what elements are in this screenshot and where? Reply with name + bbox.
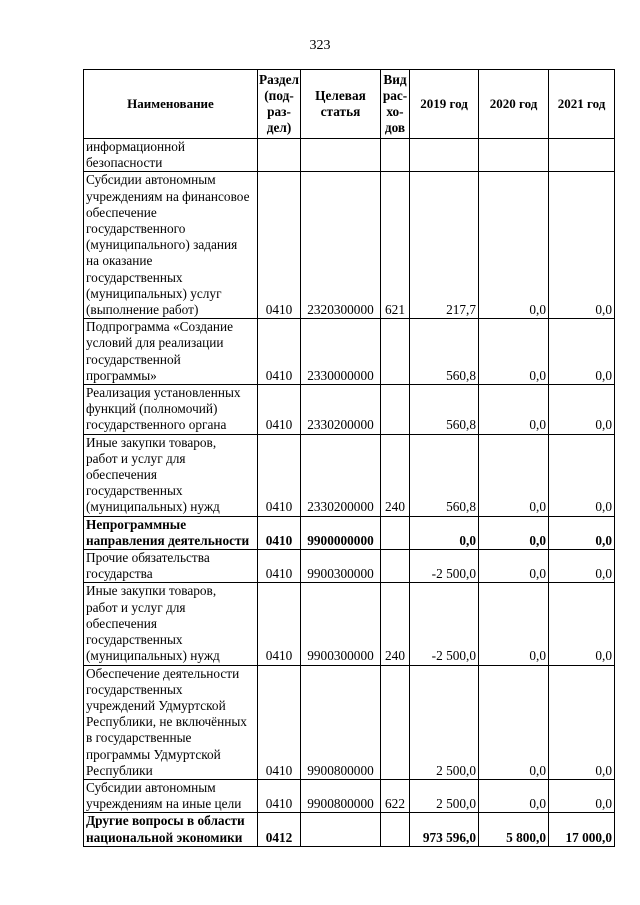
row-target-article: 9900000000 [301, 516, 381, 549]
row-expense-type: 622 [381, 779, 410, 812]
header-section-line: Раздел [259, 71, 299, 87]
row-name-line: программы» [86, 367, 157, 383]
table-row [84, 779, 615, 812]
row-expense-type [381, 319, 410, 385]
row-name [84, 319, 258, 385]
row-name [84, 665, 258, 779]
table-header-row [84, 70, 615, 139]
header-expense-type [381, 70, 410, 139]
row-value-2019: 0,0 [410, 516, 479, 549]
row-expense-type [381, 385, 410, 435]
row-name-line: программы Удмуртской [86, 746, 221, 762]
row-section: 0410 [258, 550, 301, 583]
row-name-line: Обеспечение деятельности [86, 665, 240, 681]
row-name-line: государственных [86, 483, 183, 499]
row-section: 0410 [258, 779, 301, 812]
page-number: 323 [309, 38, 331, 53]
row-name-line: учреждениям на финансовое [86, 188, 250, 204]
row-name-line: государственного органа [86, 417, 227, 433]
row-expense-type [381, 516, 410, 549]
row-value-2021 [549, 139, 615, 172]
table-row [84, 665, 615, 779]
row-name-line: (муниципальных) нужд [86, 499, 220, 515]
row-name-line: Субсидии автономным [86, 172, 216, 188]
row-section: 0410 [258, 385, 301, 435]
row-name-line: Реализация установленных [86, 385, 241, 401]
table-row [84, 516, 615, 549]
header-section [258, 70, 301, 139]
row-target-article: 2320300000 [301, 172, 381, 319]
row-section: 0412 [258, 813, 301, 846]
row-target-article: 2330200000 [301, 434, 381, 516]
row-name-line: Республики, не включённых [86, 714, 247, 730]
row-name-line: Субсидии автономным [86, 779, 216, 795]
row-value-2020: 0,0 [479, 319, 549, 385]
header-article-line: статья [320, 104, 361, 119]
row-name-line: Непрограммные [86, 516, 187, 532]
row-value-2021: 0,0 [549, 550, 615, 583]
row-value-2021: 17 000,0 [549, 813, 615, 846]
row-expense-type [381, 665, 410, 779]
row-value-2020: 0,0 [479, 550, 549, 583]
row-name-line: работ и услуг для [86, 599, 186, 615]
header-year-2019: 2019 год [410, 70, 479, 139]
row-section: 0410 [258, 665, 301, 779]
row-value-2020: 0,0 [479, 665, 549, 779]
table-row [84, 385, 615, 435]
header-type-line: Вид [383, 71, 407, 87]
row-target-article [301, 813, 381, 846]
row-value-2019: -2 500,0 [410, 583, 479, 665]
header-type-line: дов [384, 120, 406, 136]
row-name [84, 139, 258, 172]
table-row [84, 813, 615, 846]
budget-table [83, 69, 615, 847]
row-target-article [301, 139, 381, 172]
row-value-2019: 560,8 [410, 385, 479, 435]
row-value-2020: 0,0 [479, 172, 549, 319]
header-article-line: Целевая [315, 87, 366, 103]
row-target-article: 9900800000 [301, 665, 381, 779]
row-expense-type [381, 550, 410, 583]
row-expense-type: 621 [381, 172, 410, 319]
row-name-line: Иные закупки товаров, [86, 583, 217, 599]
row-value-2020: 5 800,0 [479, 813, 549, 846]
row-value-2021: 0,0 [549, 516, 615, 549]
row-expense-type [381, 139, 410, 172]
row-name-line: Иные закупки товаров, [86, 434, 217, 450]
row-name-line: учреждений Удмуртской [86, 697, 226, 713]
table-row [84, 139, 615, 172]
header-section-line: раз- [267, 104, 291, 119]
table-row [84, 319, 615, 385]
row-value-2021: 0,0 [549, 665, 615, 779]
row-section: 0410 [258, 516, 301, 549]
row-section [258, 139, 301, 172]
header-section-line: (под- [264, 87, 294, 103]
row-name [84, 385, 258, 435]
header-section-line: дел) [266, 120, 292, 136]
row-name-line: (муниципальных) услуг [86, 285, 222, 301]
row-name [84, 172, 258, 319]
row-section: 0410 [258, 172, 301, 319]
table-body [84, 139, 615, 847]
row-name-line: обеспечение [86, 204, 157, 220]
row-name-line: Подпрограмма «Создание [86, 319, 233, 335]
row-section: 0410 [258, 319, 301, 385]
row-expense-type: 240 [381, 434, 410, 516]
row-value-2019: 217,7 [410, 172, 479, 319]
row-value-2020: 0,0 [479, 583, 549, 665]
row-name-line: учреждениям на иные цели [86, 796, 242, 812]
row-value-2020: 0,0 [479, 516, 549, 549]
row-target-article: 9900300000 [301, 550, 381, 583]
header-name: Наименование [84, 70, 258, 139]
row-expense-type: 240 [381, 583, 410, 665]
row-name-line: обеспечения [86, 615, 157, 631]
row-value-2021: 0,0 [549, 385, 615, 435]
header-target-article [301, 70, 381, 139]
row-name [84, 550, 258, 583]
row-value-2019: 560,8 [410, 319, 479, 385]
row-name-line: направления деятельности [86, 532, 250, 548]
row-value-2019 [410, 139, 479, 172]
row-name-line: Прочие обязательства [86, 550, 210, 566]
row-name-line: информационной [86, 139, 186, 154]
row-value-2020 [479, 139, 549, 172]
header-year-2020: 2020 год [479, 70, 549, 139]
row-name-line: Другие вопросы в области [86, 813, 245, 829]
row-name-line: государства [86, 566, 153, 582]
table-row [84, 550, 615, 583]
row-value-2021: 0,0 [549, 319, 615, 385]
row-target-article: 2330200000 [301, 385, 381, 435]
row-section: 0410 [258, 434, 301, 516]
row-name-line: функций (полномочий) [86, 401, 218, 417]
row-value-2021: 0,0 [549, 779, 615, 812]
row-name-line: государственных [86, 632, 183, 648]
row-target-article: 9900300000 [301, 583, 381, 665]
row-value-2019: -2 500,0 [410, 550, 479, 583]
header-type-line: рас- [382, 87, 408, 103]
row-name-line: условий для реализации [86, 335, 224, 351]
row-name-line: государственной [86, 351, 181, 367]
row-name-line: работ и услуг для [86, 450, 186, 466]
row-target-article: 9900800000 [301, 779, 381, 812]
row-value-2019: 560,8 [410, 434, 479, 516]
row-name [84, 434, 258, 516]
row-value-2019: 2 500,0 [410, 779, 479, 812]
row-name-line: обеспечения [86, 467, 157, 483]
row-name-line: в государственные [86, 730, 192, 746]
table-row [84, 434, 615, 516]
row-value-2019: 973 596,0 [410, 813, 479, 846]
row-value-2020: 0,0 [479, 434, 549, 516]
row-name-line: (муниципального) задания [86, 237, 238, 253]
row-name-line: государственных [86, 269, 183, 285]
row-name-line: (муниципальных) нужд [86, 648, 220, 664]
table-row [84, 172, 615, 319]
row-value-2021: 0,0 [549, 434, 615, 516]
table-row [84, 583, 615, 665]
row-name [84, 516, 258, 549]
row-name [84, 813, 258, 846]
row-name-line: национальной экономики [86, 829, 243, 845]
row-value-2020: 0,0 [479, 385, 549, 435]
row-name [84, 583, 258, 665]
row-section: 0410 [258, 583, 301, 665]
row-value-2019: 2 500,0 [410, 665, 479, 779]
row-name-line: Республики [86, 762, 153, 778]
header-type-line: хо- [386, 104, 404, 119]
header-year-2021: 2021 год [549, 70, 615, 139]
row-target-article: 2330000000 [301, 319, 381, 385]
row-expense-type [381, 813, 410, 846]
row-value-2021: 0,0 [549, 172, 615, 319]
row-name-line: государственного [86, 221, 186, 237]
row-name-line: (выполнение работ) [86, 302, 199, 318]
row-value-2020: 0,0 [479, 779, 549, 812]
row-name-line: безопасности [86, 155, 163, 171]
row-name-line: государственных [86, 681, 183, 697]
row-name-line: на оказание [86, 253, 153, 269]
row-value-2021: 0,0 [549, 583, 615, 665]
row-name [84, 779, 258, 812]
